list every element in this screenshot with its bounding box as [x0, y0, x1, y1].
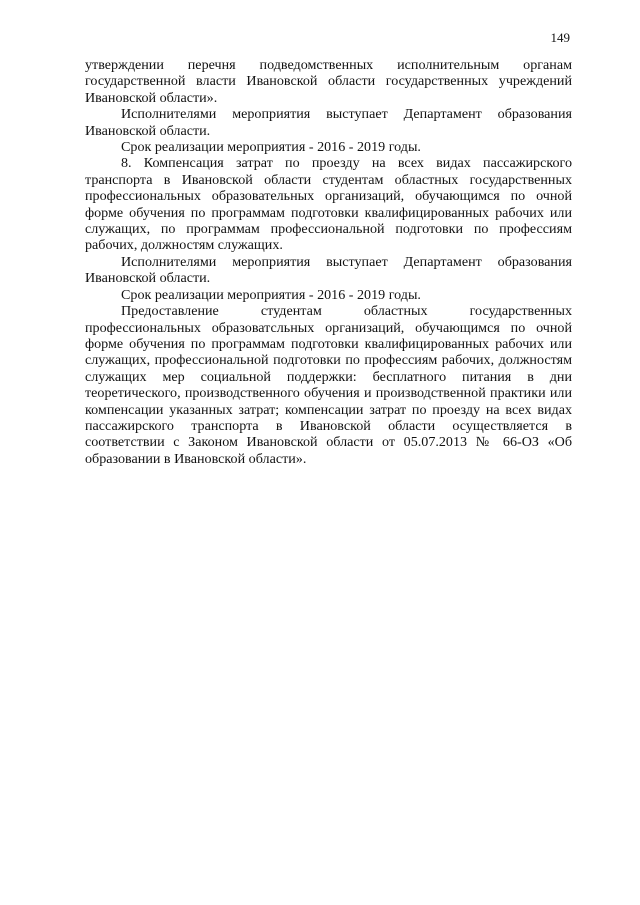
document-body [85, 57, 572, 467]
paragraph-term: Срок реализации мероприятия - 2016 - 2019 годы. [121, 286, 421, 303]
paragraph-continuation: утверждении перечня подведомственных исполнительным органам государственной власти Ивановской области государственных учреждений Ивановской области». [85, 57, 572, 106]
paragraph-executors: Исполнителями мероприятия выступает Департамент образования Ивановской области. [85, 253, 572, 287]
paragraph-executors: Исполнителями мероприятия выступает Департамент образования Ивановской области. [85, 106, 572, 139]
paragraph-item-8: 8. Компенсация затрат по проезду на всех видах пассажирского транспорта в Ивановской области студентам областных государственных профессиональных образовательных организаций, обучающимся по очной форме обучения по программам подготовки квалифицированных рабочих или служащих, по программам профессиональной подготовки по профессиям рабочих, должностям служащих. [85, 155, 572, 254]
paragraph-provision: Предоставление студентам областных государственных профессиональных образоватсльных организаций, обучающимся по очной форме обучения по программам подготовки квалифицированных рабочих или служащих, профессиональной подготовки по профессиям рабочих, должностям служащих мер социальной поддержки: бесплатного питания в дни теоретического, производственного обучения и производственной практики или компенсации указанных затрат; компенсации затрат по проезду на всех видах пассажирского транспорта в Ивановской области осуществляется в соответствии с Законом Ивановской области от 05.07.2013 № 66-ОЗ «Об образовании в Ивановской области». [85, 303, 572, 467]
page-number: 149 [550, 30, 570, 45]
paragraph-term: Срок реализации мероприятия - 2016 - 2019 годы. [121, 139, 421, 156]
